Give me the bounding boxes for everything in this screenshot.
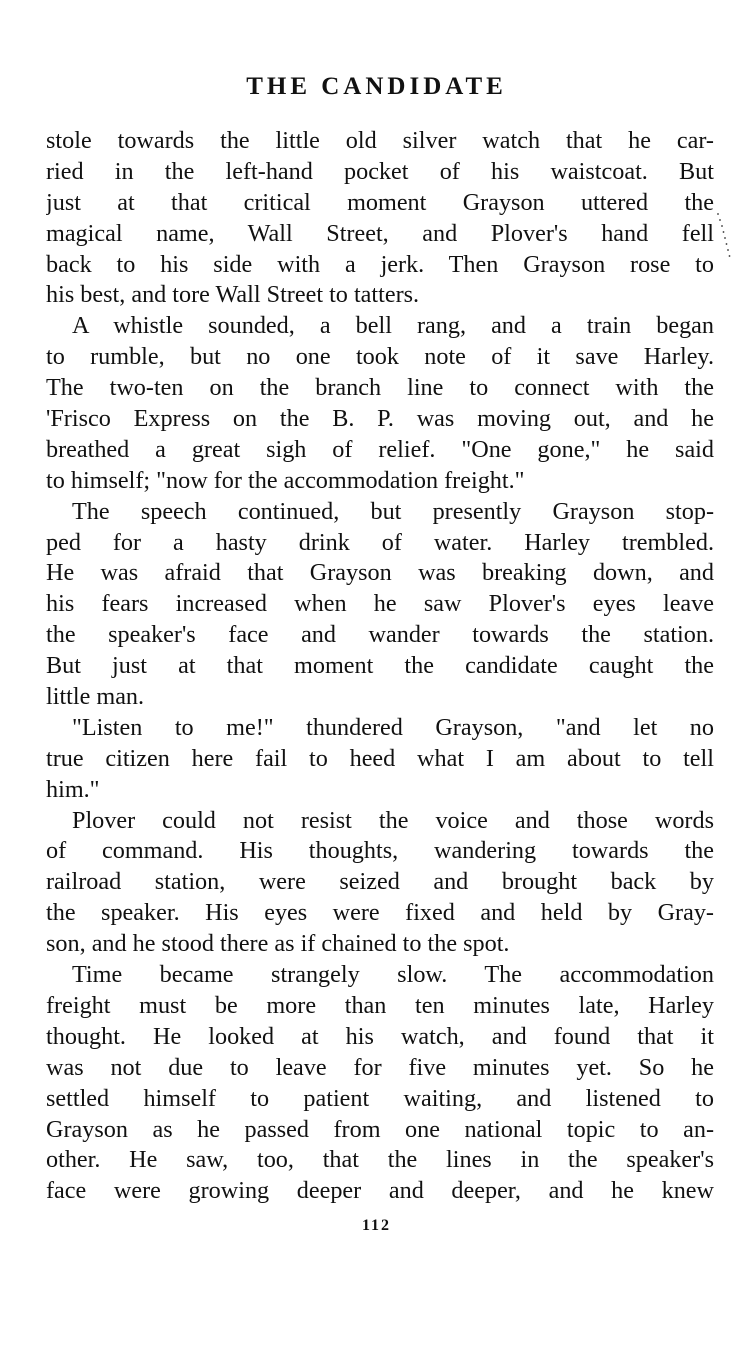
paragraph-1	[46, 126, 714, 311]
text-line: railroad station, were seized and brought back by	[46, 868, 714, 896]
text-line: ried in the left-hand pocket of his waistcoat. But	[46, 157, 714, 185]
text-line: face were growing deeper and deeper, and he knew	[46, 1177, 714, 1205]
text-line: "Listen to me!" thundered Grayson, "and let no	[72, 713, 714, 741]
paragraph-5	[46, 806, 714, 960]
text-line: of command. His thoughts, wandering towards the	[46, 837, 714, 865]
body-text	[46, 126, 714, 1207]
text-line: He was afraid that Grayson was breaking down, and	[46, 559, 714, 587]
text-line: the speaker. His eyes were fixed and held by Gray-	[46, 899, 714, 927]
text-line: back to his side with a jerk. Then Grayson rose to	[46, 250, 714, 278]
text-line: Plover could not resist the voice and those words	[72, 806, 714, 834]
paragraph-3	[46, 497, 714, 713]
text-line: Time became strangely slow. The accommodation	[72, 961, 714, 989]
page-number: 112	[361, 1217, 392, 1234]
text-line: him."	[46, 775, 100, 803]
text-line: to himself; "now for the accommodation freight."	[46, 466, 525, 494]
text-line: to rumble, but no one took note of it save Harley.	[46, 343, 714, 371]
text-line: A whistle sounded, a bell rang, and a train began	[72, 312, 714, 340]
text-line: stole towards the little old silver watch that he car-	[46, 127, 714, 154]
text-line: ped for a hasty drink of water. Harley trembled.	[46, 528, 714, 556]
text-line: 'Frisco Express on the B. P. was moving out, and he	[46, 405, 714, 433]
text-line: The speech continued, but presently Grayson stop-	[72, 497, 714, 525]
scan-margin-mark	[716, 212, 732, 272]
paragraph-4	[46, 713, 714, 806]
text-line: The two-ten on the branch line to connect with the	[46, 374, 714, 402]
text-line: just at that critical moment Grayson uttered the	[46, 188, 714, 216]
text-line: But just at that moment the candidate caught the	[46, 652, 714, 680]
text-line: freight must be more than ten minutes late, Harley	[46, 991, 714, 1019]
text-line: magical name, Wall Street, and Plover's hand fell	[46, 219, 714, 247]
paragraph-6	[46, 960, 714, 1207]
running-title: THE CANDIDATE	[246, 73, 507, 100]
text-line: thought. He looked at his watch, and found that it	[46, 1022, 714, 1050]
text-line: Grayson as he passed from one national topic to an-	[46, 1115, 714, 1143]
text-line: settled himself to patient waiting, and listened to	[46, 1084, 714, 1112]
text-line: little man.	[46, 683, 145, 711]
text-line: the speaker's face and wander towards the station.	[46, 621, 714, 649]
text-line: his best, and tore Wall Street to tatters.	[46, 281, 420, 309]
text-line: was not due to leave for five minutes yet. So he	[46, 1053, 714, 1081]
paragraph-2	[46, 311, 714, 496]
text-line: other. He saw, too, that the lines in the speaker's	[46, 1146, 714, 1174]
text-line: true citizen here fail to heed what I am about to tell	[46, 744, 714, 772]
text-line: breathed a great sigh of relief. "One gone," he said	[46, 435, 714, 463]
text-line: his fears increased when he saw Plover's eyes leave	[46, 590, 714, 618]
text-line: son, and he stood there as if chained to the spot.	[46, 930, 510, 958]
